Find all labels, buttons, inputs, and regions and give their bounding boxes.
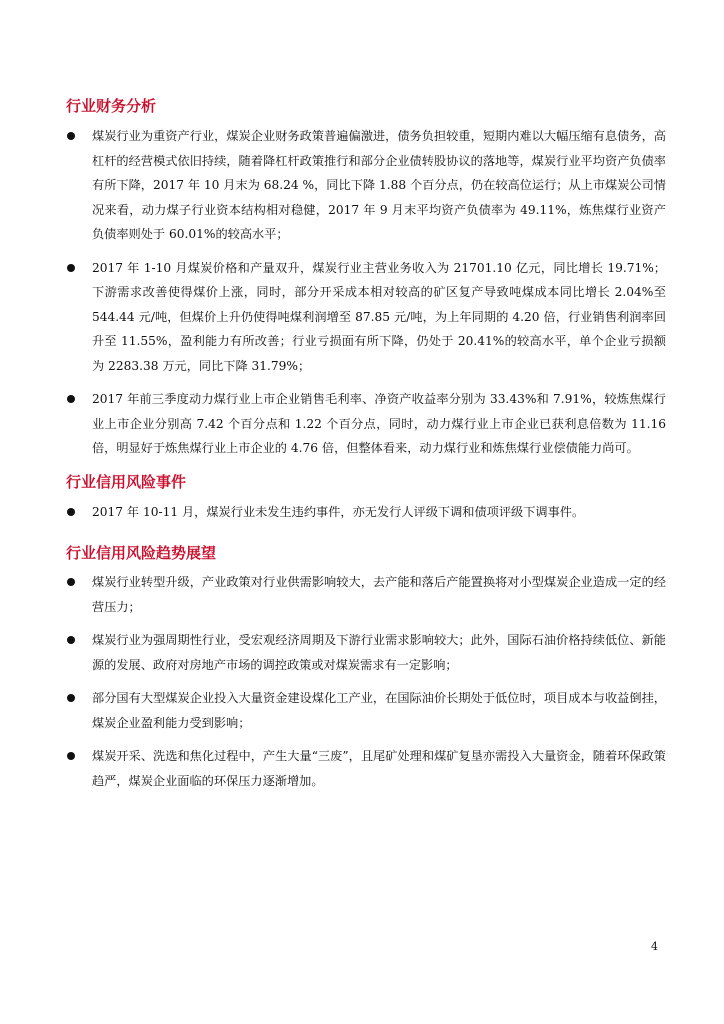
page-number: 4 <box>651 940 658 953</box>
list-item <box>66 570 666 619</box>
list-item-text: 煤炭行业转型升级，产业政策对行业供需影响较大，去产能和落后产能置换将对小型煤炭企业造成一定的经营压力； <box>92 575 666 614</box>
list-item-text: 部分国有大型煤炭企业投入大量资金建设煤化工产业，在国际油价长期处于低位时，项目成本与收益倒挂，煤炭企业盈利能力受到影响； <box>92 691 666 730</box>
section-heading-credit-risk-events: 行业信用风险事件 <box>66 473 187 491</box>
list-item <box>66 124 666 247</box>
section-heading-credit-risk-outlook: 行业信用风险趋势展望 <box>66 544 217 562</box>
credit-risk-outlook-list <box>66 570 666 793</box>
credit-risk-events-list <box>66 500 666 525</box>
bullet-icon <box>67 395 75 403</box>
bullet-icon <box>67 132 75 140</box>
bullet-icon <box>67 264 75 272</box>
bullet-icon <box>67 636 75 644</box>
list-item-text: 煤炭开采、洗选和焦化过程中，产生大量“三废”，且尾矿处理和煤矿复垦亦需投入大量资金，随着环保政策趋严，煤炭企业面临的环保压力逐渐增加。 <box>92 749 666 788</box>
list-item <box>66 686 666 735</box>
list-item-text: 煤炭行业为重资产行业，煤炭企业财务政策普遍偏激进，债务负担较重，短期内难以大幅压缩有息债务，高杠杆的经营模式依旧持续，随着降杠杆政策推行和部分企业债转股协议的落地等，煤炭行业平均资产负债率有所下降，2017 年 10 月末为 68.24 %，同比下降 1.88 个百分点，仍在较高位运行；从上市煤炭公司情况来看，动力煤子行业资本结构相对稳健，2017 年 9 月末平均资产负债率为 49.11%，炼焦煤行业资产负债率则处于 60.01%的较高水平； <box>92 129 666 241</box>
list-item <box>66 628 666 677</box>
financial-analysis-list <box>66 124 666 461</box>
list-item-text: 煤炭行业为强周期性行业，受宏观经济周期及下游行业需求影响较大；此外，国际石油价格持续低位、新能源的发展、政府对房地产市场的调控政策或对煤炭需求有一定影响； <box>92 633 666 672</box>
bullet-icon <box>67 694 75 702</box>
bullet-icon <box>67 752 75 760</box>
bullet-icon <box>67 508 75 516</box>
list-item-text: 2017 年 1-10 月煤炭价格和产量双升，煤炭行业主营业务收入为 21701.10 亿元，同比增长 19.71%；下游需求改善使得煤价上涨，同时，部分开采成本相对较高的矿区复产导致吨煤成本同比增长 2.04%至 544.44 元/吨，但煤价上升仍使得吨煤利润增至 87.85 元/吨，为上年同期的 4.20 倍，行业销售利润率回升至 11.55%，盈利能力有所改善；行业亏损面有所下降，仍处于 20.41%的较高水平，单个企业亏损额为 2283.38 万元，同比下降 31.79%； <box>92 260 666 373</box>
list-item-text: 2017 年前三季度动力煤行业上市企业销售毛利率、净资产收益率分别为 33.43%和 7.91%，较炼焦煤行业上市企业分别高 7.42 个百分点和 1.22 个百分点，同时，动力煤行业上市企业已获利息倍数为 11.16 倍，明显好于炼焦煤行业上市企业的 4.76 倍，但整体看来，动力煤行业和炼焦煤行业偿债能力尚可。 <box>92 392 666 455</box>
list-item <box>66 744 666 793</box>
section-heading-financial-analysis: 行业财务分析 <box>66 97 157 115</box>
list-item <box>66 387 666 461</box>
list-item <box>66 256 666 379</box>
list-item-text: 2017 年 10-11 月，煤炭行业未发生违约事件，亦无发行人评级下调和债项评级下调事件。 <box>92 505 585 519</box>
bullet-icon <box>67 578 75 586</box>
list-item <box>66 500 666 525</box>
